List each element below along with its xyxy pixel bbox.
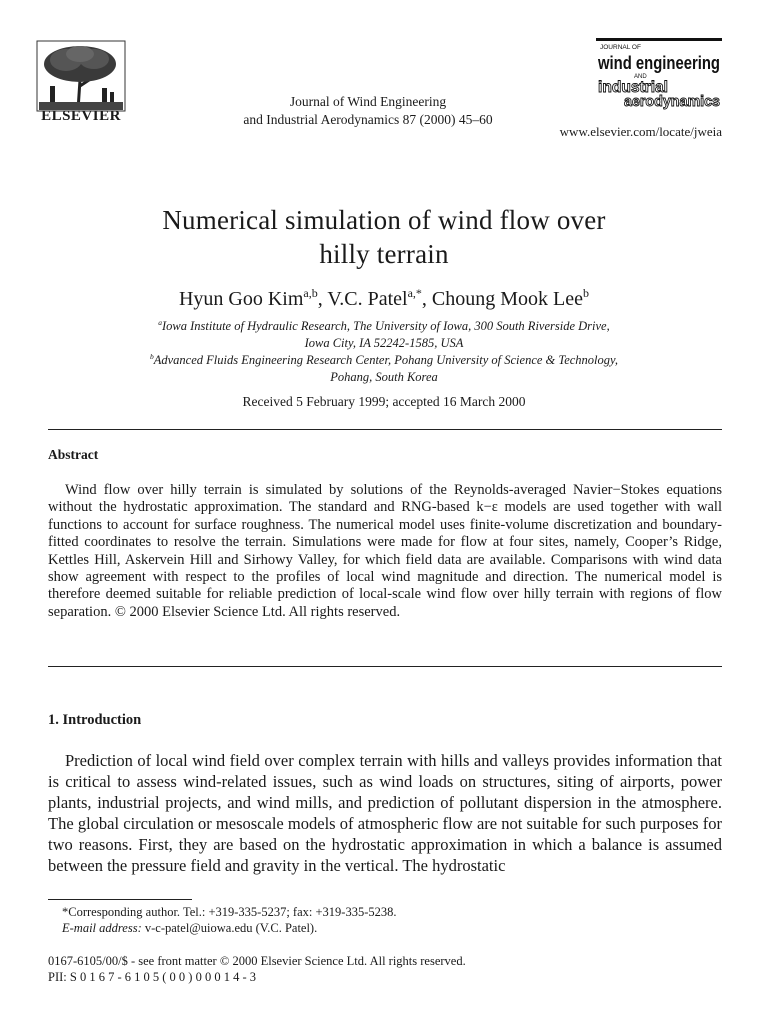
author-separator: ,	[421, 288, 432, 310]
author-name: Hyun Goo Kim	[178, 288, 304, 310]
affiliation-mark: b	[150, 352, 154, 362]
journal-badge-logo	[596, 38, 722, 114]
author-name: Choung Mook Lee	[431, 288, 584, 310]
email-note	[48, 920, 722, 936]
affiliation-a-line2: Iowa City, IA 52242-1585, USA	[304, 336, 464, 350]
introduction-body: Prediction of local wind field over complex terrain with hills and valleys provides information that is critical to assess wind-related issues, such as wind loads on structures, siting of airports, power plants, industrial projects, and wind mills, and prediction of pollutant dispersion in the atmosphere. The global circulation or mesoscale models of atmospheric flow are not suitable for such purposes for two reasons. First, they are based on the hydrostatic approximation in which a balance is assumed between the pressure field and gravity in the vertical. The hydrostatic	[48, 751, 722, 875]
affiliation-b-line2: Pohang, South Korea	[330, 370, 438, 384]
author-name: V.C. Patel	[327, 288, 408, 310]
abstract-body: Wind flow over hilly terrain is simulated by solutions of the Reynolds-averaged Navier−Stokes equations without the hydrostatic approximation. The standard and RNG-based k−ε models are used together with wall functions to account for surface roughness. The numerical model uses finite-volume discretization and boundary-fitted coordinates to resolve the terrain. Simulations were made for flow at four sites, namely, Cooper’s Ridge, Kettles Hill, Askervein Hill and Sirhowy Valley, for which field data are available. Comparisons with wind data show agreement with respect to the profiles of local wind magnitude and direction. The numerical model is therefore deemed suitable for reliable prediction of local-scale wind flow over hilly terrain with regions of flow separation. © 2000 Elsevier Science Ltd. All rights reserved.	[48, 482, 722, 620]
elsevier-tree-logo	[36, 40, 126, 112]
journal-url-link[interactable]: www.elsevier.com/locate/jweia	[559, 124, 722, 139]
journal-citation-line2: and Industrial Aerodynamics 87 (2000) 45–60	[243, 112, 493, 127]
front-matter-line: 0167-6105/00/$ - see front matter © 2000 Elsevier Science Ltd. All rights reserved.	[48, 954, 466, 968]
author-list	[60, 285, 708, 313]
journal-citation-line1: Journal of Wind Engineering	[289, 94, 447, 109]
affiliation-text: Advanced Fluids Engineering Research Center, Pohang University of Science & Technology,	[153, 353, 618, 367]
badge-line1: JOURNAL OF	[600, 44, 641, 51]
email-address[interactable]: v-c-patel@uiowa.edu (V.C. Patel).	[141, 921, 318, 935]
publisher-name: ELSEVIER	[41, 108, 121, 124]
badge-line4: industrial	[598, 79, 668, 96]
badge-line2: wind engineering	[597, 53, 720, 73]
affiliation-text: Iowa Institute of Hydraulic Research, The University of Iowa, 300 South Riverside Drive,	[162, 319, 610, 333]
divider-bottom	[48, 666, 722, 667]
affiliation-a-line1	[60, 318, 708, 335]
journal-citation	[200, 93, 536, 129]
author-affiliation-mark: b	[583, 286, 590, 301]
affiliation-mark: a	[158, 318, 162, 328]
author-affiliation-mark: a,b	[303, 286, 318, 301]
author-separator: ,	[317, 288, 328, 310]
title-line1: Numerical simulation of wind flow over	[162, 205, 606, 235]
front-matter	[48, 953, 722, 985]
badge-line5: aerodynamics	[624, 93, 720, 110]
received-dates: Received 5 February 1999; accepted 16 March 2000	[242, 394, 526, 409]
abstract-heading: Abstract	[48, 447, 99, 462]
affiliations	[60, 318, 708, 386]
badge-line3: AND	[634, 74, 647, 80]
footnote-divider	[48, 899, 192, 900]
title-line2: hilly terrain	[319, 239, 449, 269]
email-label: E-mail address:	[62, 921, 142, 935]
article-title	[60, 203, 708, 271]
author-affiliation-mark: a,*	[407, 286, 422, 301]
pii-line: PII: S 0 1 6 7 - 6 1 0 5 ( 0 0 ) 0 0 0 1 4 - 3	[48, 970, 256, 984]
corresponding-author-note: *Corresponding author. Tel.: +319-335-5237; fax: +319-335-5238.	[62, 905, 397, 919]
affiliation-b-line1	[60, 352, 708, 369]
section-heading-introduction: 1. Introduction	[48, 712, 142, 728]
divider-top	[48, 429, 722, 430]
footnotes	[48, 904, 722, 936]
